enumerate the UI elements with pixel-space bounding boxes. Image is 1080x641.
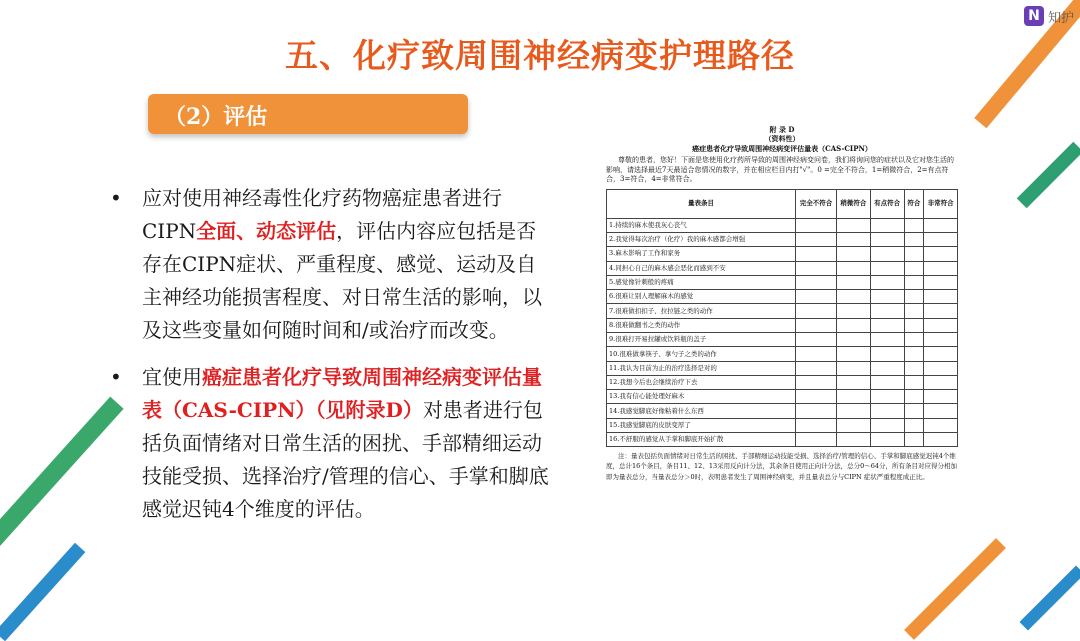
decor-stripe-blue [0,543,85,641]
rating-cell [796,318,837,332]
rating-cell [870,347,904,361]
rating-cell [870,361,904,375]
doc-appendix: 附 录 D [769,125,795,134]
bullet-icon: • [110,186,122,210]
rating-cell [904,290,924,304]
section-heading-label: （2）评估 [164,104,268,130]
decor-stripe-green [1017,142,1080,208]
rating-cell [870,290,904,304]
rating-cell [924,247,958,261]
scale-item: 11.我认为目前为止的治疗选择是对的 [607,361,796,375]
rating-cell [870,333,904,347]
rating-cell [924,318,958,332]
rating-cell [796,275,837,289]
table-row [607,275,958,289]
rating-cell [904,404,924,418]
bullet-highlight: 癌症患者化疗导致周围神经病变评估量表（CAS-CIPN）（见附录D） [142,365,542,422]
scale-item: 15.我感觉脚底的皮肤变厚了 [607,418,796,432]
rating-cell [796,290,837,304]
rating-cell [904,304,924,318]
rating-cell [836,390,870,404]
rating-cell [870,275,904,289]
rating-cell [904,275,924,289]
section-heading [148,94,468,134]
table-row [607,304,958,318]
assessment-scale-document [606,125,958,570]
rating-cell [836,232,870,246]
table-header-cell: 非常符合 [924,189,958,218]
table-row [607,404,958,418]
decor-stripe-blue [1019,565,1080,630]
rating-cell [870,304,904,318]
table-row [607,347,958,361]
scale-item: 5.感觉像针刺般的疼痛 [607,275,796,289]
table-row [607,232,958,246]
rating-cell [904,361,924,375]
rating-cell [924,361,958,375]
table-row [607,318,958,332]
bullet-item [110,182,550,347]
bullet-icon: • [110,365,122,389]
table-header-row [607,189,958,218]
rating-cell [924,232,958,246]
scale-item: 4.同担心自己的麻木感会恶化而感到不安 [607,261,796,275]
table-row [607,247,958,261]
rating-cell [904,247,924,261]
rating-cell [836,433,870,447]
table-row [607,418,958,432]
rating-cell [904,418,924,432]
table-row [607,361,958,375]
rating-cell [904,433,924,447]
rating-cell [870,433,904,447]
rating-cell [924,404,958,418]
table-header-cell: 符合 [904,189,924,218]
scale-item: 1.持续的麻木使我灰心丧气 [607,218,796,232]
rating-cell [870,232,904,246]
rating-cell [836,404,870,418]
rating-cell [796,232,837,246]
scale-item: 13.我有信心能处理好麻木 [607,390,796,404]
table-header-cell: 有点符合 [870,189,904,218]
rating-cell [836,347,870,361]
rating-cell [904,375,924,389]
rating-cell [796,333,837,347]
rating-cell [870,247,904,261]
rating-cell [796,347,837,361]
rating-cell [870,318,904,332]
rating-cell [796,375,837,389]
scale-item: 10.很难做拿筷子、拿勺子之类的动作 [607,347,796,361]
scale-item: 12.我想今后也会继续治疗下去 [607,375,796,389]
rating-cell [924,433,958,447]
page-title: 五、化疗致周围神经病变护理路径 [285,36,795,75]
rating-cell [904,347,924,361]
rating-cell [924,261,958,275]
rating-cell [796,218,837,232]
rating-cell [836,290,870,304]
rating-cell [836,318,870,332]
scale-item: 9.很难打开易拉罐或饮料瓶的盖子 [607,333,796,347]
logo-text: 知护 [1047,10,1074,26]
table-header-cell: 量表条目 [607,189,796,218]
rating-cell [870,261,904,275]
rating-cell [924,418,958,432]
rating-cell [836,361,870,375]
rating-cell [924,375,958,389]
doc-type: （资料性） [764,134,800,144]
rating-cell [796,304,837,318]
rating-cell [924,290,958,304]
rating-cell [836,275,870,289]
rating-cell [870,404,904,418]
table-header-cell: 完全不符合 [796,189,837,218]
rating-cell [796,390,837,404]
rating-cell [796,361,837,375]
rating-cell [924,275,958,289]
rating-cell [924,218,958,232]
rating-cell [870,375,904,389]
rating-cell [924,347,958,361]
rating-cell [904,390,924,404]
rating-cell [836,375,870,389]
rating-cell [796,261,837,275]
rating-cell [836,333,870,347]
scale-item: 7.很难做扣扣子、拉拉链之类的动作 [607,304,796,318]
rating-cell [796,418,837,432]
table-header-cell: 稍微符合 [836,189,870,218]
rating-cell [836,247,870,261]
rating-cell [870,418,904,432]
bullet-text: 应对使用神经毒性化疗药物癌症患者进行CIPN [142,186,502,243]
bullet-item [110,361,550,526]
rating-cell [924,390,958,404]
table-row [607,390,958,404]
logo [1024,6,1074,26]
rating-cell [796,247,837,261]
doc-scale-name: 癌症患者化疗导致周围神经病变评估量表（CAS-CIPN） [692,143,872,153]
bullet-text: 对患者进行包括负面情绪对日常生活的困扰、手部精细运动技能受损、选择治疗/管理的信心、手掌和脚底感觉迟钝4个维度的评估。 [142,398,549,521]
rating-cell [796,404,837,418]
scale-item: 2.我觉得每次治疗（化疗）我的麻木感都会增强 [607,232,796,246]
table-row [607,375,958,389]
rating-cell [924,333,958,347]
rating-cell [796,433,837,447]
rating-cell [904,318,924,332]
scale-item: 6.很难让别人理解麻木的感觉 [607,290,796,304]
scale-item: 3.麻木影响了工作和家务 [607,247,796,261]
rating-cell [904,232,924,246]
scale-item: 14.我感觉脚底好像粘着什么东西 [607,404,796,418]
rating-cell [836,261,870,275]
bullet-highlight: 全面、动态评估 [196,219,337,243]
table-row [607,261,958,275]
rating-cell [836,218,870,232]
rating-cell [870,218,904,232]
rating-cell [904,218,924,232]
bullet-text: 宜使用 [142,365,202,389]
doc-intro: 尊敬的患者，您好！下面是您使用化疗药所导致的周围神经病变问卷，我们将询问您的症状以及它对您生活的影响，请选择最近7天最适合您情况的数字，并在相应栏目内打"√"。0 =完全不符合，1=稍微符合，2=有点符合，3=符合，4=非常符合。 [606,156,954,184]
table-row [607,333,958,347]
logo-icon: N [1024,6,1044,26]
table-row [607,290,958,304]
rating-cell [924,304,958,318]
rating-cell [836,304,870,318]
bullet-text: ，评估内容应包括是否存在CIPN症状、严重程度、感觉、运动及自主神经功能损害程度、对日常生活的影响，以及这些变量如何随时间和/或治疗而改变。 [142,219,542,342]
rating-cell [904,261,924,275]
rating-cell [836,418,870,432]
decor-stripe-green [0,397,124,558]
bullet-list [110,182,550,540]
table-row [607,218,958,232]
scale-item: 16.不舒服的感觉从手掌和脚底开始扩散 [607,433,796,447]
table-row [607,433,958,447]
scale-table [606,189,958,448]
doc-note: 注：量表包括负面情绪对日常生活的困扰、手部精细运动技能受损、选择治疗/管理的信心、手掌和脚底感觉迟钝4个维度，总计16个条目，条目11、12、13采用反向计分法，其余条目使用正向计分法，总分0～64分，所有条目对应得分相加即为量表总分，当量表总分＞0时，表明患者发生了周围神经病变，并且量表总分与CIPN 症状严重程度成正比。 [606,452,957,481]
rating-cell [870,390,904,404]
scale-item: 8.很难做翻书之类的动作 [607,318,796,332]
rating-cell [904,333,924,347]
